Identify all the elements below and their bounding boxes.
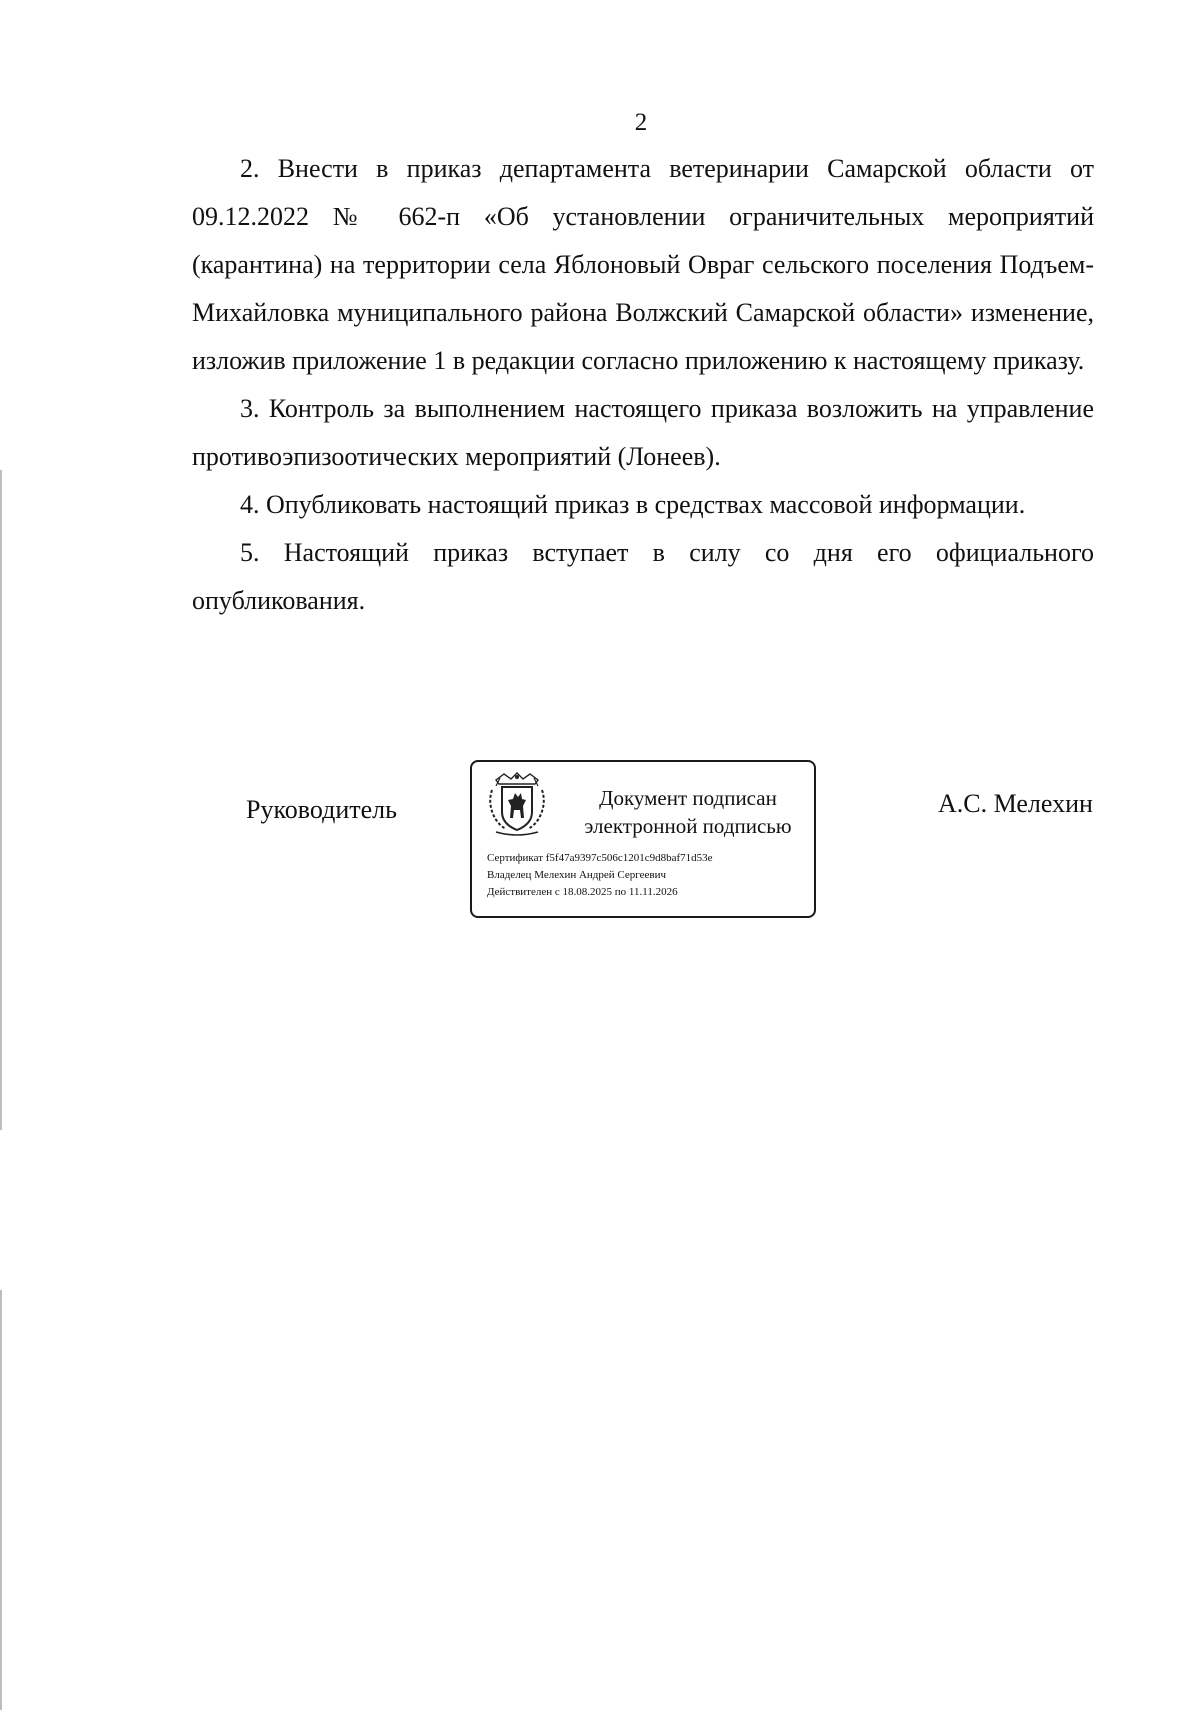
page-number: 2 — [634, 109, 648, 136]
signature-block — [0, 760, 1200, 920]
paragraph-4: 4. Опубликовать настоящий приказ в средствах массовой информации. — [240, 490, 1026, 519]
paragraph-2: 2. Внести в приказ департамента ветеринарии Самарской области от 09.12.2022 № 662-п «Об установлении ограничительных мероприятий (карантина) на территории села Яблоновый Овраг сельского поселения Подъем-Михайловка муниципального района Волжский Самарской области» изменение, изложив приложение 1 в редакции согласно приложению к настоящему приказу. — [192, 154, 1094, 375]
stamp-heading-line: Документ подписан — [599, 786, 777, 810]
electronic-signature-stamp — [470, 760, 816, 918]
signer-position: Руководитель — [246, 795, 397, 824]
document-body — [192, 145, 1094, 625]
samara-coat-of-arms-icon — [486, 772, 548, 838]
paragraph-5: 5. Настоящий приказ вступает в силу со дня его официального опубликования. — [192, 538, 1094, 615]
certificate-line: Сертификат f5f47a9397c506c1201c9d8baf71d53e — [487, 852, 713, 864]
stamp-heading — [568, 784, 808, 840]
owner-line: Владелец Мелехин Андрей Сергеевич — [487, 869, 667, 881]
scan-edge-mark — [0, 1290, 2, 1710]
paragraph-3: 3. Контроль за выполнением настоящего приказа возложить на управление противоэпизоотических мероприятий (Лонеев). — [192, 394, 1094, 471]
stamp-heading-line: электронной подписью — [584, 814, 792, 838]
stamp-details — [487, 850, 713, 901]
signer-name: А.С. Мелехин — [938, 789, 1093, 818]
validity-line: Действителен с 18.08.2025 по 11.11.2026 — [487, 886, 678, 898]
